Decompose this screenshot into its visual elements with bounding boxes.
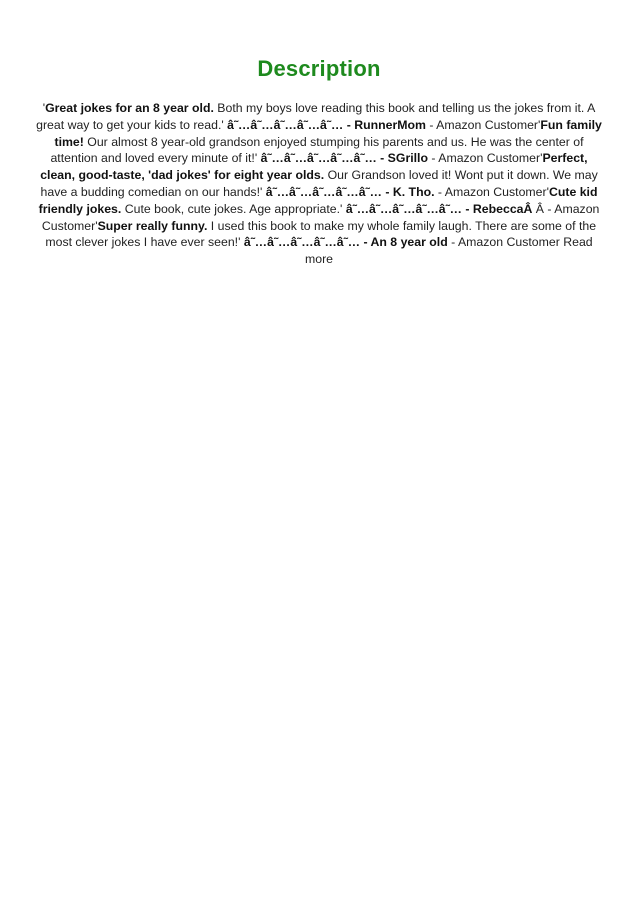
review-5-title: Super really funny. — [97, 218, 208, 233]
review-3-title: Perfect, clean, good-taste, 'dad jokes' for eight year olds. — [40, 151, 588, 183]
review-3-stars-author: â˜…â˜…â˜…â˜…â˜… - K. Tho. — [265, 184, 435, 199]
review-3-text: Our Grandson loved it! Wont put it down. We may have a budding comedian on our hands!' — [40, 168, 598, 199]
description-heading: Description — [257, 56, 381, 81]
review-4-stars-author: â˜…â˜…â˜…â˜…â˜… - RebeccaÂ — [345, 201, 533, 216]
review-2-stars-author: â˜…â˜…â˜…â˜…â˜… - SGrillo — [260, 151, 428, 166]
review-1-stars-author: â˜…â˜…â˜…â˜…â˜… - RunnerMom — [227, 117, 426, 132]
review-4-title: Cute kid friendly jokes. — [38, 184, 598, 216]
read-more-link[interactable]: Read more — [304, 235, 593, 267]
review-2-text: Our almost 8 year-old grandson enjoyed stumping his parents and us. He was the center of attention and loved every minute of it!' — [50, 134, 584, 166]
review-5-stars-author: â˜…â˜…â˜…â˜…â˜… - An 8 year old — [243, 235, 448, 250]
review-2-suffix: - Amazon Customer' — [428, 151, 543, 166]
review-2-title: Fun family time! — [54, 117, 602, 149]
review-3-suffix: - Amazon Customer' — [434, 184, 549, 199]
review-5-text: I used this book to make my whole family laugh. There are some of the most clever jokes I have ever seen!' — [45, 218, 597, 250]
review-1-suffix: - Amazon Customer' — [425, 117, 541, 132]
review-1-title: Great jokes for an 8 year old. — [45, 101, 214, 115]
review-4-text: Cute book, cute jokes. Age appropriate.' — [121, 201, 346, 216]
review-1-open-quote: ' — [42, 101, 46, 115]
review-4-suffix: Â - Amazon Customer' — [41, 201, 600, 233]
review-5-suffix: - Amazon Customer — [447, 235, 564, 250]
description-body — [36, 100, 602, 268]
review-1-text: Both my boys love reading this book and telling us the jokes from it. A great way to get your kids to read.' — [36, 101, 596, 132]
